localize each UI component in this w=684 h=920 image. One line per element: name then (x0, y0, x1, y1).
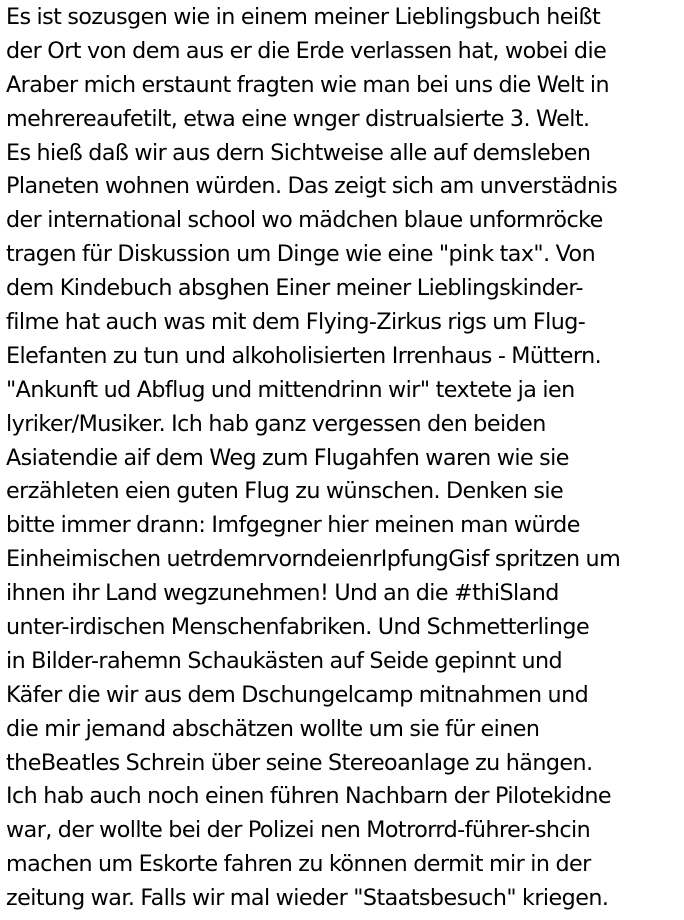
text-line: der Ort von dem aus er die Erde verlassen hat, wobei die (6, 37, 607, 64)
text-line: "Ankunft ud Abflug und mittendrinn wir" textete ja ien (6, 376, 575, 403)
text-line: Planeten wohnen würden. Das zeigt sich am unverstädnis (6, 173, 618, 200)
text-line: ihnen ihr Land wegzunehmen! Und an die #thiSland (6, 580, 559, 607)
text-line: die mir jemand abschätzen wollte um sie für einen (6, 715, 540, 742)
text-line: tragen für Diskussion um Dinge wie eine "pink tax". Von (6, 241, 596, 268)
text-line: bitte immer drann: Imfgegner hier meinen man würde (6, 512, 580, 539)
text-line: in Bilder-rahemn Schaukästen auf Seide gepinnt und (6, 647, 563, 674)
text-line: war, der wollte bei der Polizei nen Motrorrd-führer-shcin (6, 817, 591, 844)
text-line: Elefanten zu tun und alkoholisierten Irrenhaus - Müttern. (6, 342, 602, 369)
text-line: Es hieß daß wir aus dern Sichtweise alle auf demsleben (6, 139, 591, 166)
text-line: filme hat auch was mit dem Flying-Zirkus rigs um Flug- (6, 309, 586, 336)
text-line: lyriker/Musiker. Ich hab ganz vergessen den beiden (6, 410, 546, 437)
text-line: Araber mich erstaunt fragten wie man bei uns die Welt in (6, 71, 609, 98)
text-line: machen um Eskorte fahren zu können dermit mir in der (6, 851, 591, 878)
text-line: unter-irdischen Menschenfabriken. Und Schmetterlinge (6, 614, 590, 641)
text-line: mehrereaufetilt, etwa eine wnger distrualsierte 3. Welt. (6, 105, 590, 132)
text-line: Asiatendie aif dem Weg zum Flugahfen waren wie sie (6, 444, 569, 471)
text-line: Einheimischen uetrdemrvorndeienrIpfungGisf spritzen um (6, 546, 621, 573)
text-line: Käfer die wir aus dem Dschungelcamp mitnahmen und (6, 681, 589, 708)
text-line: zeitung war. Falls wir mal wieder "Staatsbesuch" kriegen. (6, 885, 609, 912)
text-line: Ich hab auch noch einen führen Nachbarn der Pilotekidne (6, 783, 612, 810)
text-line: theBeatles Schrein über seine Stereoanlage zu hängen. (6, 749, 593, 776)
text-line: dem Kindebuch absghen Einer meiner Lieblingskinder- (6, 275, 584, 302)
text-line: der international school wo mädchen blaue unformröcke (6, 207, 603, 234)
text-line: erzähleten eien guten Flug zu wünschen. Denken sie (6, 478, 564, 505)
text-line: Es ist sozusgen wie in einem meiner Lieblingsbuch heißt (6, 4, 601, 30)
